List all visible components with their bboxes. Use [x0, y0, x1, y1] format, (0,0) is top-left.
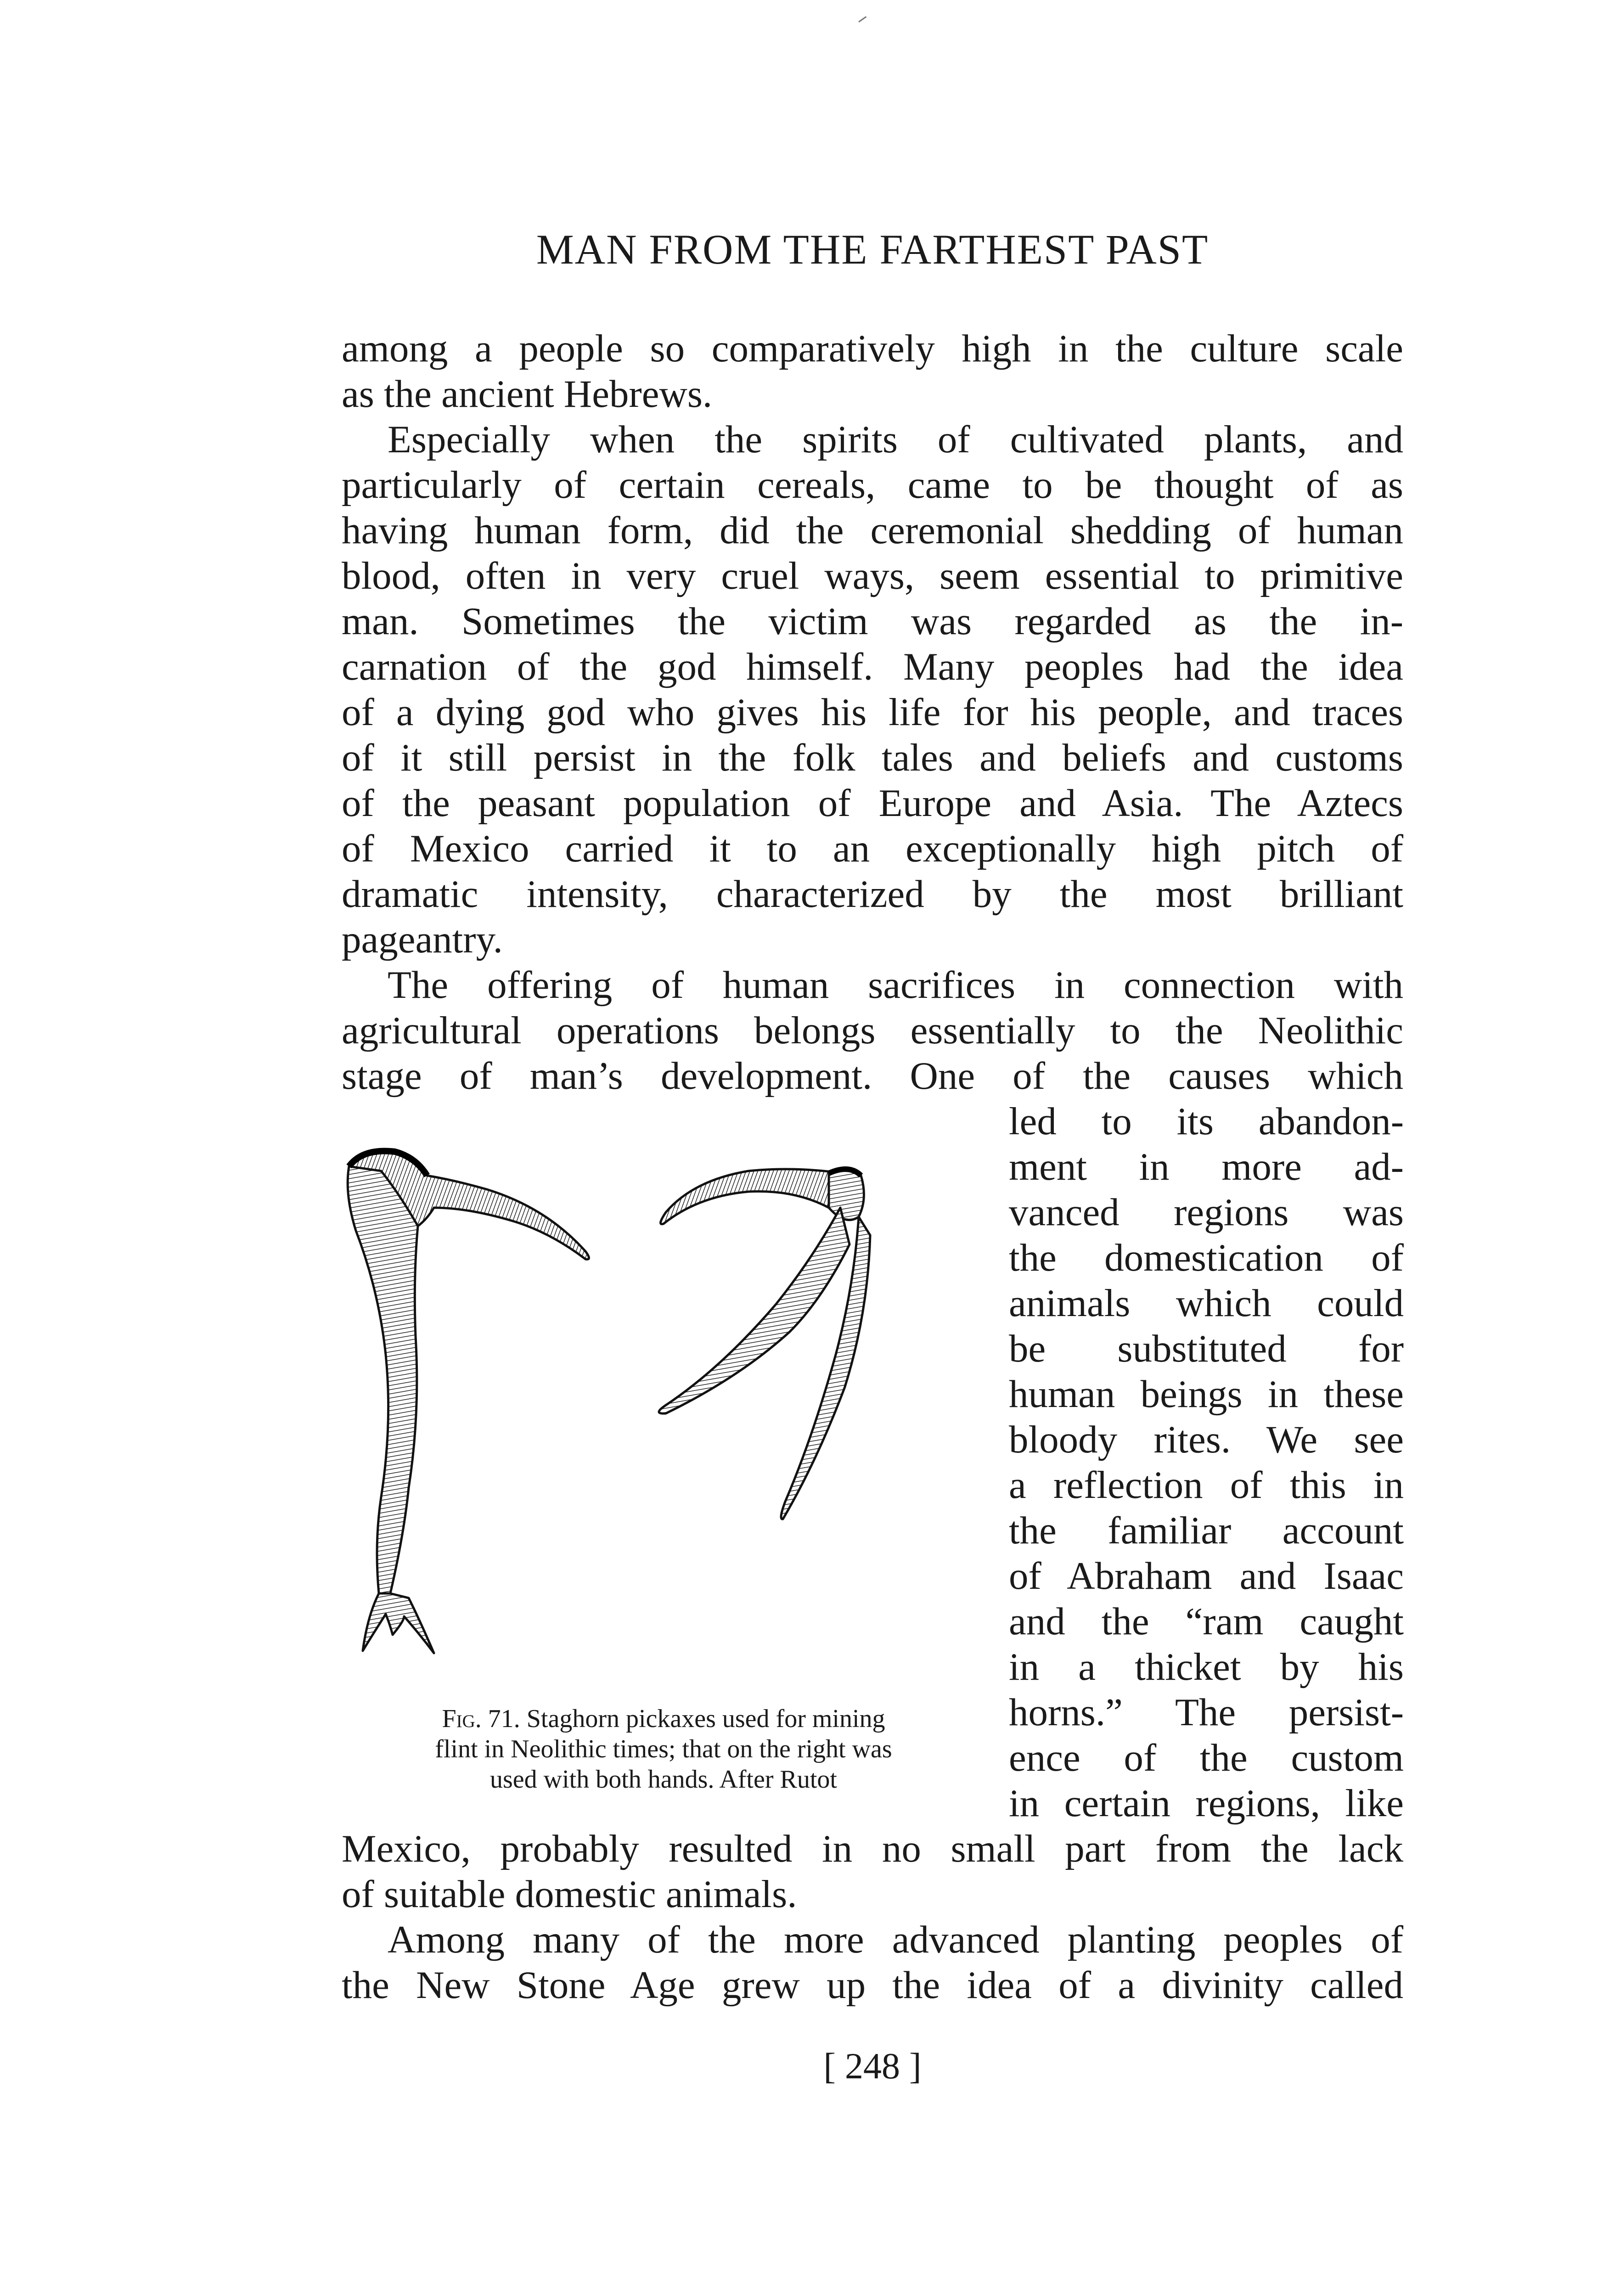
- text-line: a reflection of this in: [1009, 1463, 1404, 1507]
- caption-line: Staghorn pickaxes used for mining: [526, 1705, 885, 1733]
- text-line: blood, often in very cruel ways, seem essential to primitive: [342, 554, 1403, 597]
- text-line: of the peasant population of Europe and Asia. The Aztecs: [342, 782, 1403, 825]
- caption-line: flint in Neolithic times; that on the right was: [435, 1735, 892, 1763]
- text-line: vanced regions was: [1009, 1191, 1404, 1234]
- body-text-top: [342, 326, 1403, 1099]
- figure-label: Fig. 71.: [442, 1705, 520, 1733]
- text-line: ment in more ad-: [1009, 1145, 1404, 1188]
- text-line: agricultural operations belongs essentially to the Neolithic: [342, 1009, 1403, 1052]
- text-line: Especially when the spirits of cultivated plants, and: [388, 418, 1403, 461]
- page-number: [ 248 ]: [823, 2046, 922, 2087]
- text-line: dramatic intensity, characterized by the most brilliant: [342, 872, 1403, 916]
- running-header: MAN FROM THE FARTHEST PAST: [536, 226, 1209, 273]
- text-line: and the “ram caught: [1009, 1600, 1404, 1643]
- text-line: ence of the custom: [1009, 1736, 1404, 1779]
- left-pickaxe: [348, 1151, 589, 1653]
- text-line: Mexico, probably resulted in no small part from the lack: [342, 1827, 1403, 1870]
- right-pickaxe: [659, 1169, 870, 1519]
- text-line: among a people so comparatively high in the culture scale: [342, 327, 1403, 370]
- body-text-bottom: [342, 1826, 1403, 2008]
- text-line: the familiar account: [1009, 1509, 1404, 1552]
- scan-mark: [858, 16, 868, 25]
- body-text-wrap: [1009, 1099, 1404, 1826]
- text-line: led to its abandon-: [1009, 1100, 1404, 1143]
- caption-line: used with both hands. After Rutot: [490, 1765, 837, 1794]
- text-line: in a thicket by his: [1009, 1645, 1404, 1688]
- staghorn-pickaxes-icon: [335, 1139, 978, 1690]
- text-line: as the ancient Hebrews.: [342, 372, 713, 416]
- figure-caption: [377, 1704, 951, 1795]
- text-line: of it still persist in the folk tales and beliefs and customs: [342, 736, 1403, 779]
- text-line: the domestication of: [1009, 1236, 1404, 1279]
- text-line: animals which could: [1009, 1282, 1404, 1325]
- text-line: in certain regions, like: [1009, 1782, 1404, 1825]
- text-line: bloody rites. We see: [1009, 1418, 1404, 1461]
- text-line: be substituted for: [1009, 1327, 1404, 1370]
- text-line: human beings in these: [1009, 1373, 1404, 1416]
- text-line: Among many of the more advanced planting peoples of: [388, 1918, 1403, 1961]
- text-line: horns.” The persist-: [1009, 1691, 1404, 1734]
- text-line: carnation of the god himself. Many peoples had the idea: [342, 645, 1403, 688]
- text-line: man. Sometimes the victim was regarded as the in-: [342, 600, 1403, 643]
- text-line: stage of man’s development. One of the causes which: [342, 1054, 1403, 1097]
- figure-71: [335, 1139, 978, 1690]
- text-line: particularly of certain cereals, came to be thought of as: [342, 463, 1403, 506]
- text-line: pageantry.: [342, 918, 503, 961]
- text-line: having human form, did the ceremonial shedding of human: [342, 509, 1403, 552]
- text-line: of Mexico carried it to an exceptionally high pitch of: [342, 827, 1403, 870]
- text-line: of a dying god who gives his life for his people, and traces: [342, 691, 1403, 734]
- text-line: The offering of human sacrifices in connection with: [388, 963, 1403, 1007]
- text-line: the New Stone Age grew up the idea of a divinity called: [342, 1964, 1403, 2007]
- text-line: of suitable domestic animals.: [342, 1873, 797, 1916]
- text-line: of Abraham and Isaac: [1009, 1554, 1404, 1598]
